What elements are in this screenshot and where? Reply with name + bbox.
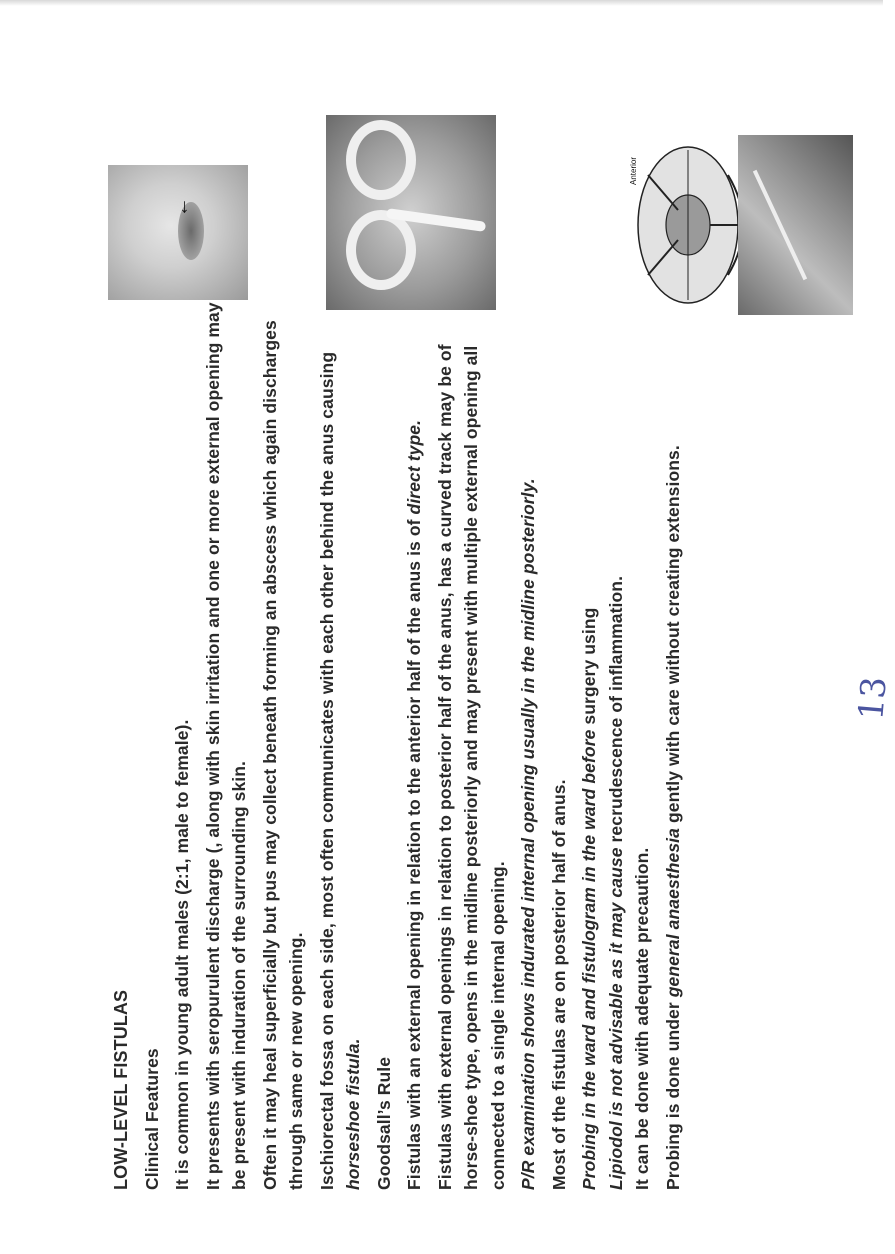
paragraph-5-text: Fistulas with an external opening in relation to the anterior half of the anus is of xyxy=(404,514,424,1190)
paragraph-3: Often it may heal superficially but pus may collect beneath forming an abscess which again discharges through same or new opening. xyxy=(259,320,306,1190)
paragraph-9-emphasis-b: Lipiodol is not advisable as it may cause xyxy=(605,847,626,1190)
paragraph-9 xyxy=(576,290,656,1190)
paragraph-5 xyxy=(401,290,428,1190)
rotated-page xyxy=(108,110,895,1190)
paragraph-4-emphasis: horseshoe fistula. xyxy=(343,1038,363,1190)
paragraph-7 xyxy=(515,290,542,1190)
diagram-label-anterior: Anterior xyxy=(629,156,638,185)
paragraph-10-emphasis: general anaesthesia xyxy=(662,828,683,998)
paragraph-9-text-b: recrudescence of inflammation. xyxy=(605,575,626,848)
paragraph-5-emphasis: direct type. xyxy=(404,419,424,515)
paragraph-1: It is common in young adult males (2:1, male to female). xyxy=(172,719,192,1190)
clinical-photo-external-opening xyxy=(108,165,248,300)
goodsall-diagram-svg xyxy=(628,140,748,310)
heading-goodsall: Goodsall’s Rule xyxy=(373,1056,394,1190)
pelvic-bone-right xyxy=(346,120,416,200)
page-title: LOW-LEVEL FISTULAS xyxy=(111,989,131,1190)
text-block xyxy=(108,290,690,1190)
paragraph-2: It presents with seropurulent discharge (, along with skin irritation and one or more external opening may be present with induration of the surrounding skin. xyxy=(202,302,249,1190)
paragraph-9-text-c: It can be done with adequate precaution. xyxy=(632,847,652,1190)
arrow-icon: ↓ xyxy=(179,195,190,218)
paragraph-9-text-a: surgery using xyxy=(579,607,599,730)
scan-edge xyxy=(0,0,883,6)
page-number: 13 xyxy=(851,675,895,722)
paragraph-4-text: Ischiorectal fossa on each side, most often communicates with each other behind the anus causing xyxy=(316,351,337,1190)
goodsall-diagram xyxy=(628,140,748,310)
paragraph-10 xyxy=(660,290,687,1190)
paragraph-4 xyxy=(314,290,367,1190)
subtitle: Clinical Features xyxy=(141,1048,162,1190)
paragraph-9-emphasis-a: Probing in the ward and fistulogram in the ward before xyxy=(579,729,599,1190)
probe-instrument xyxy=(753,170,807,280)
paragraph-6: Fistulas with external openings in relation to posterior half of the anus, has a curved track may be of horse-shoe type, opens in the midline posteriorly and may present with multiple external opening all connected to a single internal opening. xyxy=(434,344,508,1190)
paragraph-10-text-a: Probing is done under xyxy=(662,997,683,1190)
fistulogram-xray xyxy=(326,115,496,310)
paragraph-7-emphasis: P/R examination shows indurated internal opening usually in the midline posteriorly. xyxy=(518,478,538,1190)
pelvic-bone-left xyxy=(346,210,416,290)
paragraph-8: Most of the fistulas are on posterior half of anus. xyxy=(548,779,569,1190)
paragraph-10-text-b: gently with care without creating extensions. xyxy=(662,445,683,829)
clinical-photo-probing xyxy=(738,135,853,315)
